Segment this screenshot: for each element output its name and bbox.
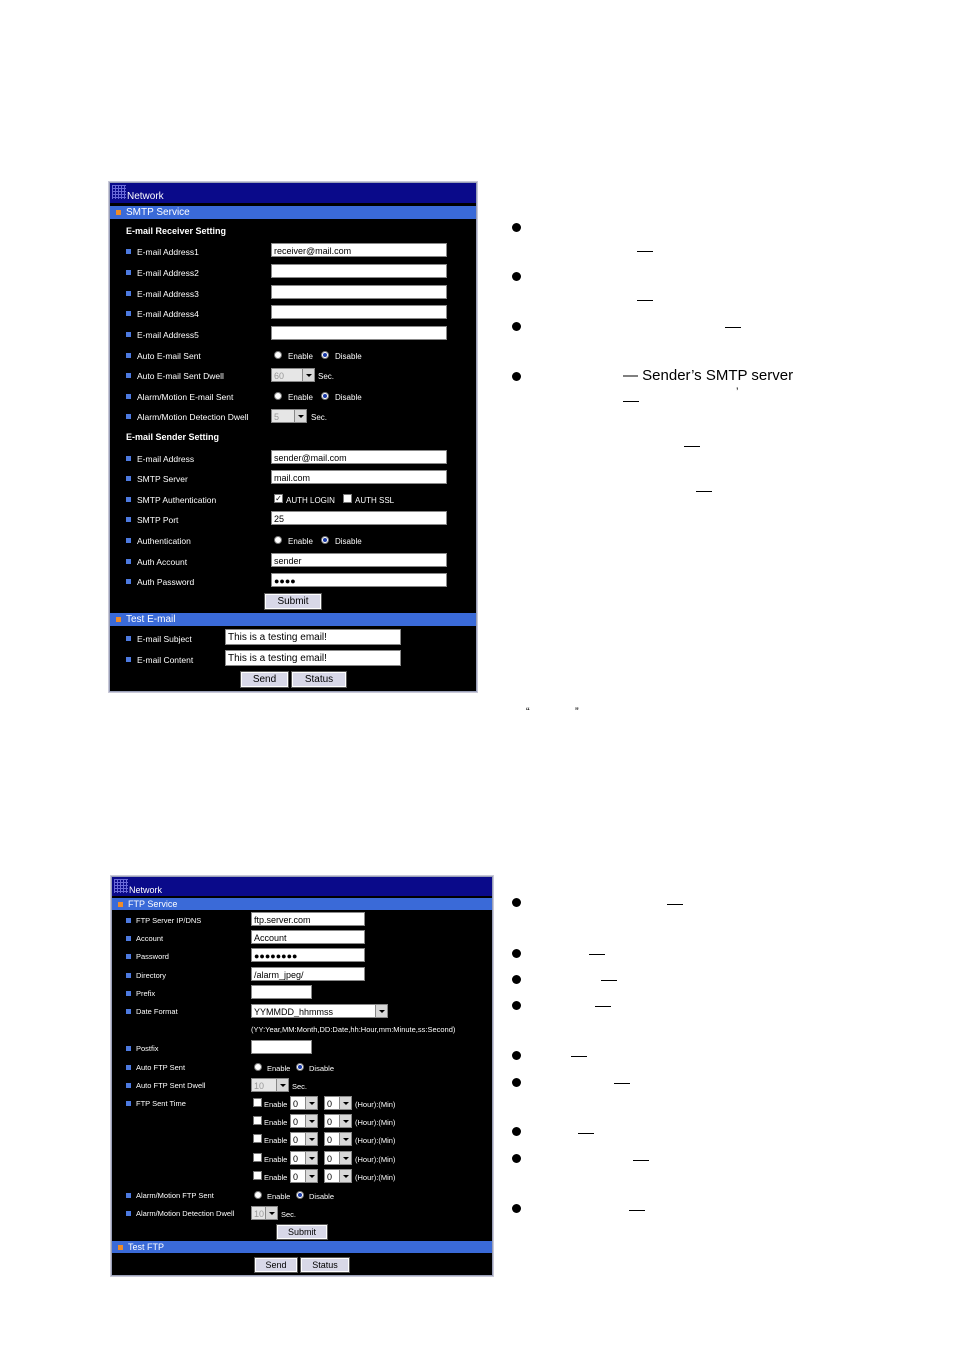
sent-time-enable-checkbox[interactable] xyxy=(253,1134,262,1143)
ftp-alarm-sent-label: Alarm/Motion FTP Sent xyxy=(136,1191,214,1200)
ftp-auto-sent-row xyxy=(112,1061,492,1079)
auto-email-disable-radio[interactable] xyxy=(321,351,329,359)
email-address1-input[interactable]: receiver@mail.com xyxy=(271,243,447,257)
email-address3-row xyxy=(110,287,476,305)
email-address5-row xyxy=(110,328,476,346)
note-dash xyxy=(667,904,683,905)
auto-email-dwell-row xyxy=(110,369,476,387)
ftp-submit-button[interactable]: Submit xyxy=(277,1225,327,1239)
sent-time-enable-checkbox[interactable] xyxy=(253,1098,262,1107)
ftp-auto-dwell-select[interactable] xyxy=(251,1078,289,1092)
auto-email-dwell-label: Auto E-mail Sent Dwell xyxy=(137,371,224,381)
min-value: 0 xyxy=(327,1117,333,1127)
row-bullet-icon xyxy=(126,332,131,337)
alarm-dwell-value: 5 xyxy=(274,412,280,422)
note-close-quote: ” xyxy=(575,706,579,718)
note-bullet-icon xyxy=(512,1204,521,1213)
disable-label: Disable xyxy=(335,537,362,546)
row-bullet-icon xyxy=(126,1101,131,1106)
sec-label: Sec. xyxy=(292,1082,308,1091)
note-bullet-icon xyxy=(512,372,521,381)
test-ftp-status-button[interactable]: Status xyxy=(301,1258,349,1272)
test-email-title: Test E-mail xyxy=(126,614,176,625)
email-address3-input[interactable] xyxy=(271,285,447,299)
auth-password-input[interactable]: ●●●● xyxy=(271,573,447,587)
alarm-email-sent-label: Alarm/Motion E-mail Sent xyxy=(137,392,234,402)
auth-ssl-label: AUTH SSL xyxy=(355,496,395,505)
section-marker-icon xyxy=(116,617,121,622)
ftp-postfix-row xyxy=(112,1042,492,1060)
note-bullet-icon xyxy=(512,949,521,958)
test-ftp-section xyxy=(112,1241,492,1253)
enable-label: Enable xyxy=(264,1100,288,1109)
note-bullet-icon xyxy=(512,1001,521,1010)
sent-time-hour-select[interactable] xyxy=(290,1132,318,1146)
network-title: Network xyxy=(127,191,164,202)
row-bullet-icon xyxy=(126,394,131,399)
email-address4-row xyxy=(110,307,476,325)
email-address5-input[interactable] xyxy=(271,326,447,340)
note-open-quote: “ xyxy=(526,706,530,718)
note-dash xyxy=(637,300,653,301)
enable-label: Enable xyxy=(264,1118,288,1127)
note-apostrophe: ’ xyxy=(736,386,739,398)
sent-time-hour-select[interactable] xyxy=(290,1151,318,1165)
ftp-auto-enable-radio[interactable] xyxy=(254,1063,262,1071)
enable-label: Enable xyxy=(264,1136,288,1145)
hour-min-label: (Hour):(Min) xyxy=(355,1118,396,1127)
chevron-down-icon xyxy=(339,1097,351,1109)
alarm-email-sent-row xyxy=(110,390,476,408)
row-bullet-icon xyxy=(126,936,131,941)
alarm-dwell-label: Alarm/Motion Detection Dwell xyxy=(137,412,249,422)
note-dash xyxy=(571,1056,587,1057)
row-bullet-icon xyxy=(126,918,131,923)
smtp-port-input[interactable]: 25 xyxy=(271,511,447,525)
email-subject-row xyxy=(110,632,476,650)
row-bullet-icon xyxy=(126,579,131,584)
network-title: Network xyxy=(129,885,163,895)
chevron-down-icon xyxy=(294,410,306,422)
ftp-auto-dwell-label: Auto FTP Sent Dwell xyxy=(136,1081,206,1090)
auth-password-label: Auth Password xyxy=(137,577,195,587)
ftp-postfix-label: Postfix xyxy=(136,1044,159,1053)
email-content-label: E-mail Content xyxy=(137,655,194,665)
row-bullet-icon xyxy=(126,1065,131,1070)
sender-address-label: E-mail Address xyxy=(137,454,195,464)
auth-account-input[interactable]: sender xyxy=(271,553,447,567)
sec-label: Sec. xyxy=(318,372,335,381)
ftp-server-label: FTP Server IP/DNS xyxy=(136,916,202,925)
chevron-down-icon xyxy=(305,1115,317,1127)
test-ftp-title: Test FTP xyxy=(128,1242,165,1252)
chevron-down-icon xyxy=(276,1079,288,1091)
ftp-alarm-dwell-label: Alarm/Motion Detection Dwell xyxy=(136,1209,235,1218)
auto-email-dwell-value: 60 xyxy=(274,371,285,381)
hour-min-label: (Hour):(Min) xyxy=(355,1136,396,1145)
sent-time-enable-checkbox[interactable] xyxy=(253,1153,262,1162)
row-bullet-icon xyxy=(126,249,131,254)
row-bullet-icon xyxy=(126,559,131,564)
ftp-date-format-label: Date Format xyxy=(136,1007,178,1016)
sent-time-min-select[interactable] xyxy=(324,1132,352,1146)
ftp-date-format-hint: (YY:Year,MM:Month,DD:Date,hh:Hour,mm:Minute,ss:Second) xyxy=(251,1025,456,1034)
ftp-server-input[interactable]: ftp.server.com xyxy=(251,912,365,926)
note-dash xyxy=(725,327,741,328)
sent-time-min-select[interactable] xyxy=(324,1169,352,1183)
min-value: 0 xyxy=(327,1135,333,1145)
ftp-prefix-input[interactable] xyxy=(251,985,312,999)
note-bullet-icon xyxy=(512,272,521,281)
chevron-down-icon xyxy=(302,369,314,381)
section-marker-icon xyxy=(116,210,121,215)
authentication-row xyxy=(110,534,476,552)
note-bullet-icon xyxy=(512,1051,521,1060)
sent-time-min-select[interactable] xyxy=(324,1151,352,1165)
row-bullet-icon xyxy=(126,291,131,296)
row-bullet-icon xyxy=(126,414,131,419)
hour-value: 0 xyxy=(293,1099,299,1109)
row-bullet-icon xyxy=(126,270,131,275)
ftp-password-row xyxy=(112,950,492,968)
auth-password-row xyxy=(110,575,476,593)
row-bullet-icon xyxy=(126,353,131,358)
ftp-account-label: Account xyxy=(136,934,164,943)
hour-min-label: (Hour):(Min) xyxy=(355,1100,396,1109)
row-bullet-icon xyxy=(126,991,131,996)
sent-time-enable-checkbox[interactable] xyxy=(253,1171,262,1180)
auth-login-checkbox[interactable]: ✓ xyxy=(275,494,282,503)
smtp-settings-panel xyxy=(109,182,477,692)
note-dash xyxy=(595,1006,611,1007)
test-email-send-button[interactable]: Send xyxy=(241,672,288,687)
hour-min-label: (Hour):(Min) xyxy=(355,1155,396,1164)
ftp-prefix-label: Prefix xyxy=(136,989,156,998)
ftp-password-input[interactable]: ●●●●●●●● xyxy=(251,948,365,962)
ftp-sent-time-slot-1 xyxy=(252,1097,472,1115)
sender-address-input[interactable]: sender@mail.com xyxy=(271,450,447,464)
enable-label: Enable xyxy=(288,393,313,402)
row-bullet-icon xyxy=(126,636,131,641)
note-bullet-icon xyxy=(512,975,521,984)
ftp-postfix-input[interactable] xyxy=(251,1040,312,1054)
email-address2-input[interactable] xyxy=(271,264,447,278)
smtp-server-note: — Sender’s SMTP server xyxy=(623,367,794,384)
ftp-alarm-disable-radio[interactable] xyxy=(296,1191,304,1199)
note-dash xyxy=(696,491,712,492)
email-address3-label: E-mail Address3 xyxy=(137,289,199,299)
enable-label: Enable xyxy=(288,537,313,546)
ftp-directory-input[interactable]: /alarm_jpeg/ xyxy=(251,967,365,981)
email-content-input[interactable]: This is a testing email! xyxy=(225,650,401,666)
smtp-service-title: SMTP Service xyxy=(126,207,190,218)
note-bullet-icon xyxy=(512,322,521,331)
sec-label: Sec. xyxy=(281,1210,297,1219)
chevron-down-icon xyxy=(305,1097,317,1109)
ftp-auto-disable-radio[interactable] xyxy=(296,1063,304,1071)
chevron-down-icon xyxy=(339,1133,351,1145)
chevron-down-icon xyxy=(305,1152,317,1164)
smtp-port-label: SMTP Port xyxy=(137,515,179,525)
ftp-auto-dwell-value: 10 xyxy=(254,1081,265,1091)
email-subject-label: E-mail Subject xyxy=(137,634,192,644)
smtp-server-input[interactable]: mail.com xyxy=(271,470,447,484)
section-marker-icon xyxy=(118,1245,123,1250)
email-address4-label: E-mail Address4 xyxy=(137,309,199,319)
sent-time-enable-checkbox[interactable] xyxy=(253,1116,262,1125)
chevron-down-icon xyxy=(375,1005,387,1017)
enable-label: Enable xyxy=(267,1064,291,1073)
row-bullet-icon xyxy=(126,373,131,378)
smtp-service-section xyxy=(110,206,476,219)
sent-time-hour-select[interactable] xyxy=(290,1169,318,1183)
ftp-alarm-enable-radio[interactable] xyxy=(254,1191,262,1199)
ftp-sent-time-slot-2 xyxy=(252,1115,472,1133)
email-subject-input[interactable]: This is a testing email! xyxy=(225,629,401,645)
ftp-directory-label: Directory xyxy=(136,971,167,980)
ftp-settings-panel xyxy=(111,876,493,1276)
hour-value: 0 xyxy=(293,1117,299,1127)
alarm-dwell-row xyxy=(110,410,476,428)
ftp-alarm-dwell-value: 10 xyxy=(254,1209,265,1219)
ftp-auto-dwell-row xyxy=(112,1079,492,1097)
row-bullet-icon xyxy=(126,973,131,978)
min-value: 0 xyxy=(327,1172,333,1182)
ftp-password-label: Password xyxy=(136,952,169,961)
chevron-down-icon xyxy=(265,1207,277,1219)
chevron-down-icon xyxy=(339,1152,351,1164)
auto-email-enable-radio[interactable] xyxy=(274,351,282,359)
receiver-heading: E-mail Receiver Setting xyxy=(126,226,227,236)
alarm-email-enable-radio[interactable] xyxy=(274,392,282,400)
email-address2-row xyxy=(110,266,476,284)
row-bullet-icon xyxy=(126,1009,131,1014)
smtp-auth-row xyxy=(110,493,476,511)
row-bullet-icon xyxy=(126,657,131,662)
smtp-auth-label: SMTP Authentication xyxy=(137,495,217,505)
email-address5-label: E-mail Address5 xyxy=(137,330,199,340)
note-dash xyxy=(684,446,700,447)
auto-email-sent-row xyxy=(110,349,476,367)
ftp-sent-time-slot-3 xyxy=(252,1133,472,1151)
note-dash xyxy=(578,1133,594,1134)
ftp-sent-time-slot-5 xyxy=(252,1170,472,1188)
enable-label: Enable xyxy=(288,352,313,361)
network-title-bar xyxy=(110,183,476,203)
disable-label: Disable xyxy=(309,1064,335,1073)
email-content-row xyxy=(110,653,476,671)
alarm-email-disable-radio[interactable] xyxy=(321,392,329,400)
note-bullet-icon xyxy=(512,1127,521,1136)
auto-email-sent-label: Auto E-mail Sent xyxy=(137,351,201,361)
row-bullet-icon xyxy=(126,311,131,316)
row-bullet-icon xyxy=(126,456,131,461)
enable-label: Enable xyxy=(264,1173,288,1182)
note-bullet-icon xyxy=(512,223,521,232)
note-bullet-icon xyxy=(512,1154,521,1163)
sent-time-hour-select[interactable] xyxy=(290,1114,318,1128)
network-title-bar xyxy=(112,877,492,896)
ftp-alarm-sent-row xyxy=(112,1189,492,1207)
authentication-label: Authentication xyxy=(137,536,191,546)
ftp-alarm-dwell-select[interactable] xyxy=(251,1206,278,1220)
ftp-sent-time-slot-4 xyxy=(252,1152,472,1170)
ftp-prefix-row xyxy=(112,987,492,1005)
alarm-dwell-select[interactable] xyxy=(271,409,307,423)
ftp-service-section xyxy=(112,898,492,910)
hour-value: 0 xyxy=(293,1172,299,1182)
row-bullet-icon xyxy=(126,1046,131,1051)
note-dash xyxy=(623,401,639,402)
disable-label: Disable xyxy=(309,1192,335,1201)
sent-time-min-select[interactable] xyxy=(324,1096,352,1110)
sender-heading: E-mail Sender Setting xyxy=(126,432,220,442)
ftp-date-format-select[interactable] xyxy=(251,1004,388,1018)
min-value: 0 xyxy=(327,1099,333,1109)
row-bullet-icon xyxy=(126,476,131,481)
note-dash xyxy=(633,1160,649,1161)
row-bullet-icon xyxy=(126,1083,131,1088)
chevron-down-icon xyxy=(305,1133,317,1145)
authentication-enable-radio[interactable] xyxy=(274,536,282,544)
row-bullet-icon xyxy=(126,538,131,543)
chevron-down-icon xyxy=(339,1115,351,1127)
email-address1-label: E-mail Address1 xyxy=(137,247,199,257)
sent-time-hour-select[interactable] xyxy=(290,1096,318,1110)
row-bullet-icon xyxy=(126,517,131,522)
ftp-auto-sent-label: Auto FTP Sent xyxy=(136,1063,186,1072)
row-bullet-icon xyxy=(126,954,131,959)
network-grid-icon xyxy=(112,185,126,199)
smtp-server-label: SMTP Server xyxy=(137,474,188,484)
row-bullet-icon xyxy=(126,497,131,502)
hour-value: 0 xyxy=(293,1154,299,1164)
email-address4-input[interactable] xyxy=(271,305,447,319)
sec-label: Sec. xyxy=(311,413,328,422)
row-bullet-icon xyxy=(126,1211,131,1216)
test-email-status-button[interactable]: Status xyxy=(292,672,346,687)
section-marker-icon xyxy=(118,902,123,907)
auto-email-dwell-select[interactable] xyxy=(271,368,315,382)
chevron-down-icon xyxy=(305,1170,317,1182)
smtp-submit-button[interactable]: Submit xyxy=(265,594,321,609)
ftp-sent-time-label: FTP Sent Time xyxy=(136,1099,186,1108)
enable-label: Enable xyxy=(264,1155,288,1164)
auth-login-label: AUTH LOGIN xyxy=(286,496,335,505)
smtp-port-row xyxy=(110,513,476,531)
ftp-date-format-row xyxy=(112,1005,492,1023)
ftp-service-title: FTP Service xyxy=(128,899,178,909)
note-dash xyxy=(614,1083,630,1084)
email-address2-label: E-mail Address2 xyxy=(137,268,199,278)
auth-ssl-checkbox[interactable] xyxy=(343,494,352,503)
authentication-disable-radio[interactable] xyxy=(321,536,329,544)
note-dash xyxy=(637,251,653,252)
disable-label: Disable xyxy=(335,393,362,402)
auth-account-label: Auth Account xyxy=(137,557,188,567)
test-email-section xyxy=(110,613,476,626)
ftp-account-input[interactable]: Account xyxy=(251,930,365,944)
sent-time-min-select[interactable] xyxy=(324,1114,352,1128)
hour-min-label: (Hour):(Min) xyxy=(355,1173,396,1182)
network-grid-icon xyxy=(114,879,128,893)
min-value: 0 xyxy=(327,1154,333,1164)
note-dash xyxy=(601,980,617,981)
note-dash xyxy=(589,954,605,955)
ftp-alarm-dwell-row xyxy=(112,1207,492,1225)
chevron-down-icon xyxy=(339,1170,351,1182)
row-bullet-icon xyxy=(126,1193,131,1198)
note-bullet-icon xyxy=(512,898,521,907)
ftp-date-format-value: YYMMDD_hhmmss xyxy=(254,1007,334,1017)
auth-account-row xyxy=(110,555,476,573)
hour-value: 0 xyxy=(293,1135,299,1145)
note-bullet-icon xyxy=(512,1078,521,1087)
disable-label: Disable xyxy=(335,352,362,361)
test-ftp-send-button[interactable]: Send xyxy=(255,1258,297,1272)
sender-address-row xyxy=(110,452,476,470)
email-address1-row xyxy=(110,245,476,263)
enable-label: Enable xyxy=(267,1192,291,1201)
note-dash xyxy=(629,1210,645,1211)
smtp-server-row xyxy=(110,472,476,490)
